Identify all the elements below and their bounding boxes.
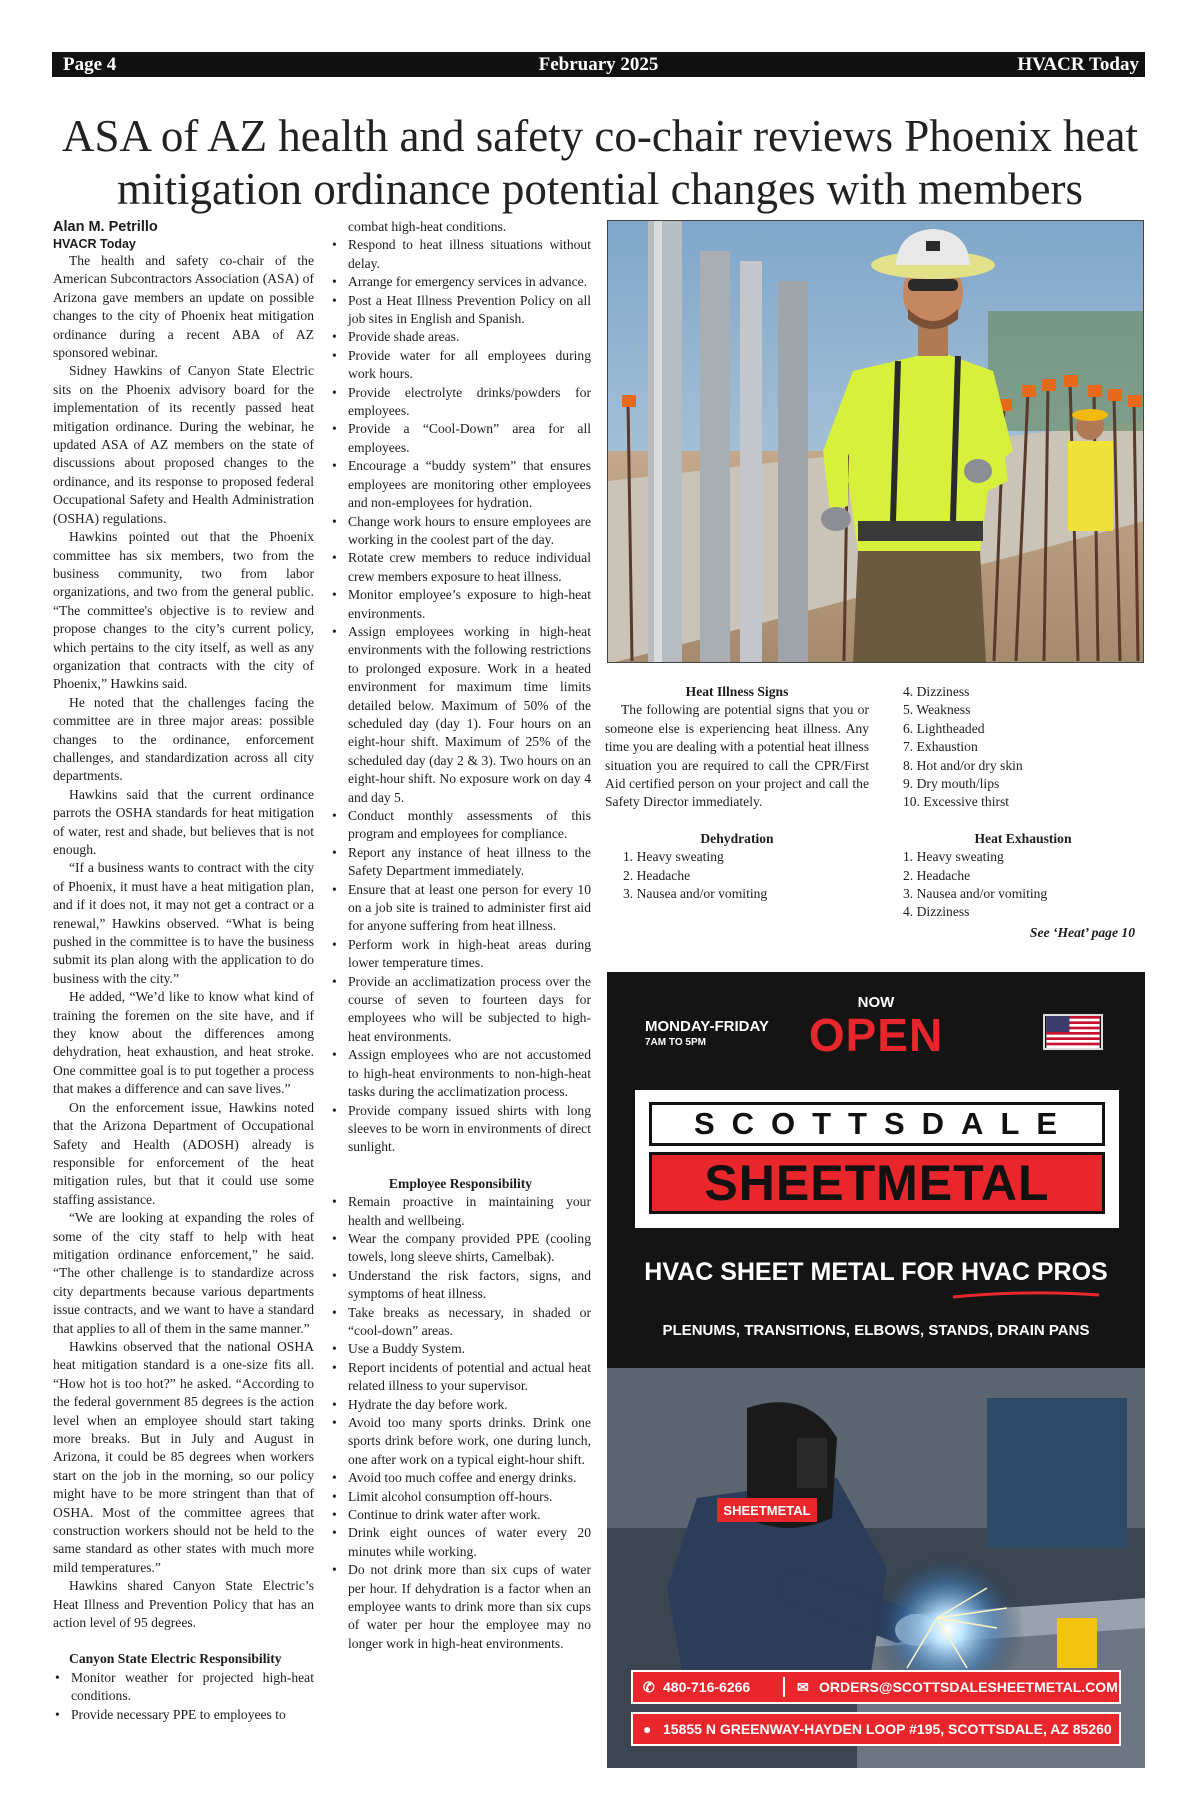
author-name: Alan M. Petrillo	[53, 219, 158, 235]
paragraph: Hawkins observed that the national OSHA heat mitigation standard is a one-size fits all. “How hot is too hot?” he asked. “According to the federal government 85 degrees is the action level when an employee should start taking more breaks. But in July and August in Arizona, it could be 85 degrees when workers start on the job in the morning, so our policy might have to be more stringent than that of OSHA. Most of the committee agrees that construction workers should not be held to the same standard as other states with much more mild temperatures.”	[53, 1338, 314, 1575]
list-item: • Drink eight ounces of water every 20 minutes while working.	[330, 1524, 591, 1561]
byline-publication: HVACR Today	[53, 237, 136, 251]
article-column-3	[605, 683, 869, 903]
welder-photo	[607, 1368, 1145, 1768]
list-item: • Continue to drink water after work.	[330, 1506, 591, 1524]
masthead-bar	[52, 52, 1145, 77]
list-item: • Remain proactive in maintaining your health and wellbeing.	[330, 1193, 591, 1230]
us-flag-icon	[1043, 1014, 1103, 1050]
worker-illustration	[608, 221, 1144, 663]
heat-illness-signs-list	[903, 683, 1143, 812]
contact-bar-phone-email	[631, 1670, 1121, 1704]
list-item: • Rotate crew members to reduce individual crew members exposure to heat illness.	[330, 549, 591, 586]
heat-exhaustion-heading: Heat Exhaustion	[974, 830, 1072, 846]
list-item: • Respond to heat illness situations without delay.	[330, 236, 591, 273]
list-item: • Do not drink more than six cups of water per hour. If dehydration is a factor when an employee wants to drink more than six cups of water per hour the employee may no longer work in high-heat environments.	[330, 1561, 591, 1653]
list-item: 4. Dizziness	[903, 684, 970, 699]
paragraph: “We are looking at expanding the roles of some of the city staff to help with heat mitigation ordinance enforcement,” he said. “The other challenge is to standardize across city departments because various departments issue contracts, and we want to have a standard that applies to all of them in the same manner.”	[53, 1210, 314, 1336]
heat-illness-signs-text: The following are potential signs that you or someone else is experiencing heat illness. Any time you are dealing with a potential heat illness situation you are required to call the CPR/First Aid certified person on your project and call the Safety Director immediately.	[605, 702, 869, 810]
dehydration-list	[605, 848, 869, 903]
list-item: • Provide a “Cool-Down” area for all employees.	[330, 420, 591, 457]
underline-swoosh-icon	[951, 1290, 1101, 1300]
logo-wordmark-bottom: SHEETMETAL	[649, 1152, 1105, 1214]
paragraph: He added, “We’d like to know what kind of training the foremen on the site have, and if they know about the differences among dehydration, heat exhaustion, and heat stroke. One committee goal is to put together a process that makes a difference and can save lives.”	[53, 989, 314, 1097]
list-item: • Report any instance of heat illness to the Safety Department immediately.	[330, 844, 591, 881]
paragraph: Hawkins said that the current ordinance parrots the OSHA standards for heat mitigation of water, rest and shade, but believes that is not enough.	[53, 786, 314, 857]
contact-bar-address	[631, 1712, 1121, 1746]
list-item: • Wear the company provided PPE (cooling towels, long sleeve shirts, Camelbak).	[330, 1230, 591, 1267]
location-pin-icon: ●	[643, 1721, 652, 1737]
list-item: • Provide an acclimatization process over the course of seven to fourteen days for employees who will be subjected to high-heat environments.	[330, 973, 591, 1047]
publication-name: HVACR Today	[1017, 54, 1139, 75]
article-headline: ASA of AZ health and safety co-chair reviews Phoenix heat mitigation ordinance potential changes with members	[62, 111, 1138, 214]
product-list: PLENUMS, TRANSITIONS, ELBOWS, STANDS, DRAIN PANS	[662, 1322, 1090, 1339]
list-item: • Avoid too many sports drinks. Drink one sports drink before work, one during lunch, one after work on a typical eight-hour shift.	[330, 1414, 591, 1469]
list-item: • Provide electrolyte drinks/powders for employees.	[330, 384, 591, 421]
employee-responsibility-list	[330, 1193, 591, 1653]
paragraph: Hawkins shared Canyon State Electric’s Heat Illness and Prevention Policy that has an action level of 95 degrees.	[53, 1578, 314, 1631]
list-item: • Assign employees who are not accustomed to high-heat environments to non-high-heat tasks during the acclimatization process.	[330, 1046, 591, 1101]
list-item: • Limit alcohol consumption off-hours.	[330, 1488, 591, 1506]
phone-icon: ✆	[643, 1679, 655, 1695]
open-label: OPEN	[808, 1009, 944, 1061]
list-item: 3. Nausea and/or vomiting	[623, 886, 768, 902]
list-item: • Perform work in high-heat areas during lower temperature times.	[330, 936, 591, 973]
list-item: • Provide necessary PPE to employees to	[53, 1706, 314, 1724]
list-item: • Use a Buddy System.	[330, 1340, 591, 1358]
email-address[interactable]: ORDERS@SCOTTSDALESHEETMETAL.COM	[819, 1679, 1118, 1695]
phone-number[interactable]: 480-716-6266	[663, 1679, 751, 1695]
now-label: NOW	[857, 994, 895, 1011]
list-item: • Provide water for all employees during work hours.	[330, 347, 591, 384]
list-item: 10. Excessive thirst	[903, 794, 1010, 810]
list-continuation: combat high-heat conditions.	[348, 219, 507, 234]
divider	[783, 1677, 785, 1697]
list-item: • Ensure that at least one person for every 10 on a job site is trained to administer first aid for anyone suffering from heat illness.	[330, 881, 591, 936]
paragraph: Sidney Hawkins of Canyon State Electric sits on the Phoenix advisory board for the implementation of its recently passed heat mitigation ordinance. During the webinar, he updated ASA of AZ members on the state of discussions about proposed changes to the ordinance, and its response to proposed federal Occupational Safety and Health Administration (OSHA) regulations.	[53, 363, 314, 526]
canyon-responsibility-list-continued	[330, 236, 591, 1156]
paragraph: Hawkins pointed out that the Phoenix committee has six members, two from the business community, two from labor organizations, and two from the general public. “The committee's objective is to review and propose changes to the city’s current policy, which pertains to the city itself, as well as any organization that contracts with the city of Phoenix,” Hawkins said.	[53, 529, 314, 692]
list-item: 5. Weakness	[903, 702, 971, 718]
ad-tagline: HVAC SHEET METAL FOR HVAC PROS	[644, 1258, 1108, 1286]
article-column-4	[903, 683, 1143, 942]
list-item: 3. Nausea and/or vomiting	[903, 886, 1048, 902]
list-item: 7. Exhaustion	[903, 739, 978, 755]
list-item: 2. Headache	[623, 867, 691, 883]
list-item: • Encourage a “buddy system” that ensures employees are monitoring other employees and non-employees for hydration.	[330, 457, 591, 512]
heat-illness-signs-heading: Heat Illness Signs	[685, 684, 789, 699]
continued-jump-link[interactable]: See ‘Heat’ page 10	[1029, 924, 1135, 940]
paragraph: On the enforcement issue, Hawkins noted that the Arizona Department of Occupational Safety and Health (ADOSH) already is responsible for enforcement of the heat mitigation rules, but that it could use some staffing assistance.	[53, 1099, 314, 1207]
list-item: • Arrange for emergency services in advance.	[330, 273, 591, 291]
list-item: • Conduct monthly assessments of this program and employees for compliance.	[330, 807, 591, 844]
company-logo	[635, 1090, 1119, 1228]
list-item: • Take breaks as necessary, in shaded or “cool-down” areas.	[330, 1304, 591, 1341]
paragraph: The health and safety co-chair of the American Subcontractors Association (ASA) of Arizona gave members an update on possible changes to the city of Phoenix heat mitigation ordinance during a recent ABA of AZ sponsored webinar.	[53, 253, 314, 361]
list-item: • Assign employees working in high-heat environments with the following restrictions to prolonged exposure. Work in a heated environment for maximum time limits detailed below. Maximum of 50% of the scheduled day (day 1). Four hours on an eight-hour shift. Maximum of 25% of the scheduled day (day 2 & 3). Two hours on an eight-hour shift. No exposure work on day 4 and day 5.	[330, 623, 591, 807]
list-item: 1. Heavy sweating	[623, 849, 724, 865]
article-column-1	[53, 218, 314, 1724]
list-item: • Provide company issued shirts with long sleeves to be worn in environments of direct sunlight.	[330, 1102, 591, 1157]
list-item: 9. Dry mouth/lips	[903, 776, 1000, 792]
canyon-responsibility-heading: Canyon State Electric Responsibility	[69, 1651, 282, 1667]
list-item: • Monitor weather for projected high-heat conditions.	[53, 1669, 314, 1706]
list-item: 2. Headache	[903, 867, 971, 883]
list-item: 4. Dizziness	[903, 904, 970, 920]
canyon-responsibility-list	[53, 1669, 314, 1724]
list-item: • Hydrate the day before work.	[330, 1396, 591, 1414]
list-item: 1. Heavy sweating	[903, 849, 1004, 865]
shirt-logo-text: SHEETMETAL	[723, 1503, 811, 1518]
list-item: 6. Lightheaded	[903, 720, 985, 736]
scottsdale-sheetmetal-ad[interactable]	[607, 972, 1145, 1768]
paragraph: He noted that the challenges facing the committee are in three major areas: possible changes to the ordinance, enforcement challenges, and standardization across all city departments.	[53, 694, 314, 784]
list-item: 8. Hot and/or dry skin	[903, 757, 1023, 773]
street-address[interactable]: 15855 N GREENWAY-HAYDEN LOOP #195, SCOTTSDALE, AZ 85260	[663, 1721, 1112, 1737]
list-item: • Monitor employee’s exposure to high-heat environments.	[330, 586, 591, 623]
list-item: • Report incidents of potential and actual heat related illness to your supervisor.	[330, 1359, 591, 1396]
article-column-2	[330, 218, 591, 1653]
logo-wordmark-top: SCOTTSDALE	[649, 1102, 1105, 1146]
paragraph: “If a business wants to contract with the city of Phoenix, it must have a heat mitigation plan, and if it does not, it may not get a contract or a renewal,” Hawkins observed. “What is being pushed in the committee is to have the business submit its plan along with the application to do business with the city.”	[53, 860, 314, 986]
list-item: • Understand the risk factors, signs, and symptoms of heat illness.	[330, 1267, 591, 1304]
list-item: • Avoid too much coffee and energy drinks.	[330, 1469, 591, 1487]
business-days: MONDAY-FRIDAY	[645, 1018, 769, 1035]
heat-exhaustion-list	[903, 848, 1143, 922]
list-item: • Post a Heat Illness Prevention Policy on all job sites in English and Spanish.	[330, 292, 591, 329]
list-item: • Provide shade areas.	[330, 328, 591, 346]
list-item: • Change work hours to ensure employees are working in the coolest part of the day.	[330, 513, 591, 550]
issue-date: February 2025	[538, 54, 659, 75]
worker-photo	[607, 220, 1144, 663]
business-time: 7AM TO 5PM	[645, 1037, 706, 1048]
employee-responsibility-heading: Employee Responsibility	[388, 1175, 533, 1191]
page-number: Page 4	[63, 54, 117, 75]
dehydration-heading: Dehydration	[700, 830, 774, 846]
email-icon: ✉	[797, 1679, 809, 1695]
